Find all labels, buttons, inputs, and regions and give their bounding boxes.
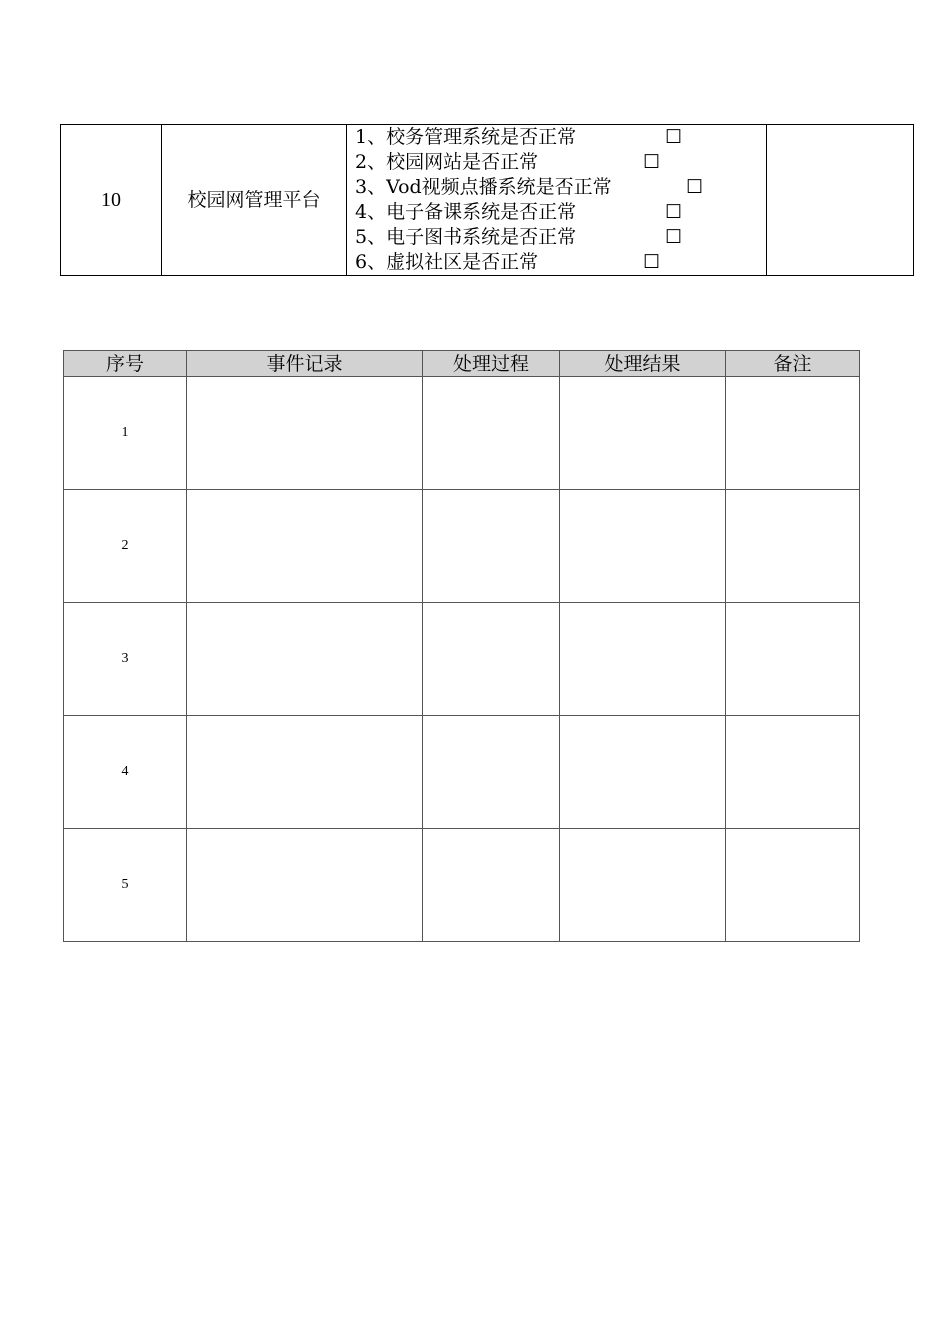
row-seq: 4: [64, 716, 187, 829]
checklist-item-text: 5、电子图书系统是否正常: [355, 226, 577, 248]
event-cell[interactable]: [187, 490, 423, 603]
result-cell[interactable]: [560, 716, 726, 829]
row-seq: 5: [64, 829, 187, 942]
remark-cell[interactable]: [726, 716, 860, 829]
header-process: 处理过程: [423, 351, 560, 377]
checkbox[interactable]: ☐: [643, 251, 661, 273]
result-cell[interactable]: [560, 490, 726, 603]
event-cell[interactable]: [187, 603, 423, 716]
header-seq: 序号: [64, 351, 187, 377]
result-cell[interactable]: [560, 377, 726, 490]
checkbox[interactable]: ☐: [665, 201, 683, 223]
event-cell[interactable]: [187, 829, 423, 942]
header-remark: 备注: [726, 351, 860, 377]
row-seq: 2: [64, 490, 187, 603]
table-row: [64, 716, 860, 829]
checklist-item: [355, 125, 766, 150]
event-cell[interactable]: [187, 716, 423, 829]
process-cell[interactable]: [423, 603, 560, 716]
checklist-item: [355, 150, 766, 175]
result-cell[interactable]: [560, 829, 726, 942]
checkbox[interactable]: ☐: [665, 126, 683, 148]
process-cell[interactable]: [423, 377, 560, 490]
checklist-item: [355, 225, 766, 250]
record-table: [63, 350, 860, 942]
checkbox[interactable]: ☐: [686, 176, 704, 198]
table-row: [64, 603, 860, 716]
remark-cell[interactable]: [726, 490, 860, 603]
remark-cell[interactable]: [726, 829, 860, 942]
row-seq: 3: [64, 603, 187, 716]
checklist-remark-cell[interactable]: [767, 125, 914, 276]
row-seq: 1: [64, 377, 187, 490]
checklist-item-text: 1、校务管理系统是否正常: [355, 126, 577, 148]
checkbox[interactable]: ☐: [665, 226, 683, 248]
result-cell[interactable]: [560, 603, 726, 716]
checklist-item: [355, 175, 766, 200]
checklist-number: 10: [61, 125, 162, 276]
table-row: [64, 490, 860, 603]
checklist-table: [60, 124, 914, 276]
checklist-item-text: 2、校园网站是否正常: [355, 151, 539, 173]
process-cell[interactable]: [423, 490, 560, 603]
checkbox[interactable]: ☐: [643, 151, 661, 173]
process-cell[interactable]: [423, 829, 560, 942]
checklist-item-text: 4、电子备课系统是否正常: [355, 201, 577, 223]
header-result: 处理结果: [560, 351, 726, 377]
checklist-item: [355, 200, 766, 225]
checklist-item-text: 6、虚拟社区是否正常: [355, 251, 539, 273]
event-cell[interactable]: [187, 377, 423, 490]
checklist-items: [347, 125, 767, 276]
record-header-row: [64, 351, 860, 377]
checklist-item-text: 3、Vod视频点播系统是否正常: [355, 176, 612, 198]
table-row: [64, 829, 860, 942]
remark-cell[interactable]: [726, 377, 860, 490]
checklist-item: [355, 250, 766, 275]
checklist-name: 校园网管理平台: [162, 125, 347, 276]
table-row: [64, 377, 860, 490]
checklist-row: [61, 125, 914, 276]
header-event: 事件记录: [187, 351, 423, 377]
remark-cell[interactable]: [726, 603, 860, 716]
process-cell[interactable]: [423, 716, 560, 829]
